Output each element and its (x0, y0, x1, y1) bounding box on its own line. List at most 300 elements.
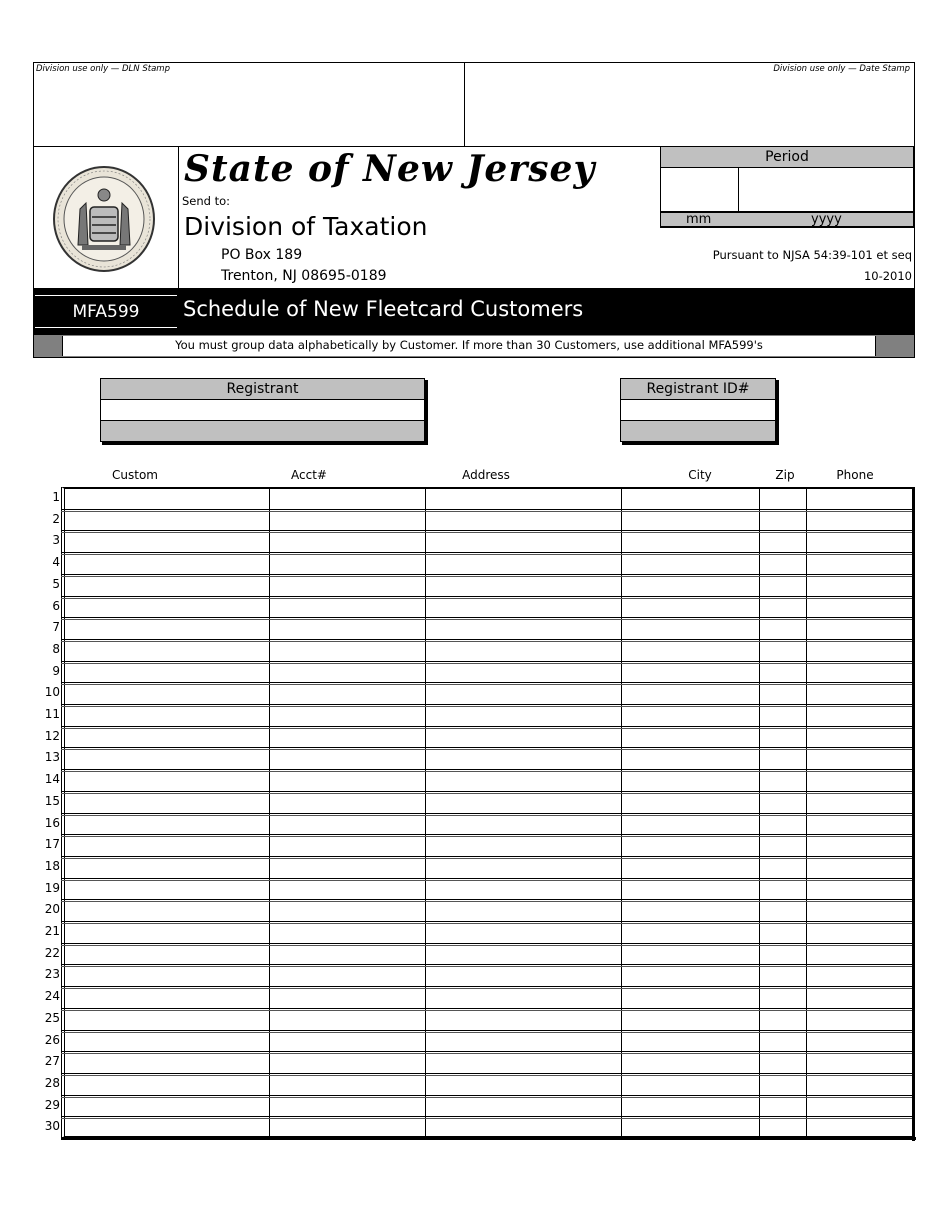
table-cell-input[interactable] (807, 835, 911, 855)
row-divider (61, 619, 914, 620)
table-cell-input[interactable] (807, 965, 911, 985)
row-number: 8 (52, 641, 60, 656)
registrant-name-input-2[interactable] (100, 421, 425, 442)
col-phone: Phone (836, 468, 874, 482)
table-cell-input[interactable] (760, 640, 805, 660)
table-cell-input[interactable] (760, 510, 805, 530)
table-cell-input[interactable] (426, 857, 620, 877)
table-cell-input[interactable] (760, 531, 805, 551)
table-cell-input[interactable] (270, 683, 424, 703)
registrant-id-shadow (776, 380, 779, 445)
table-cell-input[interactable] (807, 510, 911, 530)
row-number: 5 (52, 576, 60, 591)
period-divider (738, 168, 739, 212)
table-cell-input[interactable] (622, 531, 758, 551)
table-cell-input[interactable] (807, 814, 911, 834)
table-cell-input[interactable] (760, 575, 805, 595)
table-cell-input[interactable] (622, 705, 758, 725)
row-divider (61, 684, 914, 685)
stamp-area (33, 62, 915, 147)
table-cell-input[interactable] (65, 944, 268, 964)
table-cell-input[interactable] (760, 727, 805, 747)
table-cell-input[interactable] (760, 987, 805, 1007)
row-divider (61, 943, 914, 944)
table-cell-input[interactable] (426, 814, 620, 834)
table-cell-input[interactable] (807, 900, 911, 920)
table-cell-input[interactable] (807, 488, 911, 508)
table-cell-input[interactable] (807, 1096, 911, 1116)
table-cell-input[interactable] (65, 640, 268, 660)
table-cell-input[interactable] (270, 900, 424, 920)
table-cell-input[interactable] (760, 900, 805, 920)
table-cell-input[interactable] (270, 835, 424, 855)
period-year-input[interactable] (739, 169, 913, 212)
row-divider (61, 899, 914, 900)
table-cell-input[interactable] (270, 770, 424, 790)
table-cell-input[interactable] (622, 662, 758, 682)
table-cell-input[interactable] (760, 662, 805, 682)
row-number: 22 (44, 945, 60, 960)
period-label: Period (660, 146, 914, 168)
table-cell-input[interactable] (807, 944, 911, 964)
registrant-id-shadow-bottom (622, 442, 779, 445)
table-cell-input[interactable] (807, 1117, 911, 1137)
row-divider (61, 1095, 914, 1096)
row-divider (61, 1073, 914, 1074)
row-number: 17 (44, 837, 60, 852)
row-divider (61, 880, 914, 881)
table-cell-input[interactable] (760, 683, 805, 703)
table-cell-input[interactable] (807, 857, 911, 877)
table-cell-input[interactable] (270, 965, 424, 985)
table-cell-input[interactable] (622, 575, 758, 595)
table-cell-input[interactable] (65, 792, 268, 812)
table-cell-input[interactable] (426, 1096, 620, 1116)
table-cell-input[interactable] (622, 944, 758, 964)
table-cell-input[interactable] (65, 618, 268, 638)
registrant-label: Registrant (100, 378, 425, 400)
table-cell-input[interactable] (426, 553, 620, 573)
row-number: 13 (44, 750, 60, 765)
table-cell-input[interactable] (807, 597, 911, 617)
row-divider (61, 1032, 914, 1033)
row-divider (61, 596, 914, 597)
row-divider (61, 945, 914, 946)
table-cell-input[interactable] (426, 575, 620, 595)
schedule-title: Schedule of New Fleetcard Customers (183, 297, 584, 321)
table-cell-input[interactable] (807, 553, 911, 573)
table-cell-input[interactable] (270, 1096, 424, 1116)
table-cell-input[interactable] (426, 770, 620, 790)
row-number: 25 (44, 1010, 60, 1025)
table-cell-input[interactable] (760, 814, 805, 834)
table-cell-input[interactable] (270, 705, 424, 725)
row-divider (61, 858, 914, 859)
table-cell-input[interactable] (270, 510, 424, 530)
table-cell-input[interactable] (622, 1117, 758, 1137)
table-cell-input[interactable] (426, 1117, 620, 1137)
table-cell-input[interactable] (807, 531, 911, 551)
table-cell-input[interactable] (426, 727, 620, 747)
table-shadow (912, 487, 915, 1141)
table-cell-input[interactable] (426, 965, 620, 985)
table-cell-input[interactable] (807, 987, 911, 1007)
table-cell-input[interactable] (622, 965, 758, 985)
table-cell-input[interactable] (622, 814, 758, 834)
table-cell-input[interactable] (270, 879, 424, 899)
table-cell-input[interactable] (807, 792, 911, 812)
table-cell-input[interactable] (65, 553, 268, 573)
row-divider (61, 1008, 914, 1009)
table-cell-input[interactable] (760, 922, 805, 942)
table-cell-input[interactable] (270, 488, 424, 508)
table-cell-input[interactable] (65, 705, 268, 725)
table-cell-input[interactable] (622, 922, 758, 942)
row-divider (61, 1010, 914, 1011)
row-divider (61, 747, 914, 748)
table-cell-input[interactable] (760, 792, 805, 812)
row-number: 11 (44, 707, 60, 721)
row-divider (61, 726, 914, 727)
row-number: 24 (44, 989, 60, 1004)
row-divider (61, 706, 914, 707)
row-divider (61, 769, 914, 770)
row-divider (61, 749, 914, 750)
table-cell-input[interactable] (622, 835, 758, 855)
row-number: 27 (44, 1054, 60, 1069)
table-cell-input[interactable] (807, 705, 911, 725)
table-cell-input[interactable] (426, 597, 620, 617)
table-cell-input[interactable] (270, 640, 424, 660)
table-cell-input[interactable] (622, 640, 758, 660)
state-seal-icon (52, 165, 156, 273)
table-cell-input[interactable] (65, 1074, 268, 1094)
table-shadow-bottom (61, 1137, 916, 1140)
row-divider (61, 511, 914, 512)
table-cell-input[interactable] (65, 1009, 268, 1029)
row-divider (61, 530, 914, 531)
table-cell-input[interactable] (426, 531, 620, 551)
row-number: 30 (44, 1119, 60, 1134)
row-divider (61, 901, 914, 902)
table-cell-input[interactable] (426, 748, 620, 768)
table-cell-input[interactable] (65, 900, 268, 920)
table-cell-input[interactable] (760, 1117, 805, 1137)
row-divider (61, 1051, 914, 1052)
table-cell-input[interactable] (426, 488, 620, 508)
table-cell-input[interactable] (807, 922, 911, 942)
table-cell-input[interactable] (65, 857, 268, 877)
row-divider (61, 791, 914, 792)
row-divider (61, 856, 914, 857)
table-cell-input[interactable] (65, 488, 268, 508)
table-cell-input[interactable] (65, 1031, 268, 1051)
table-cell-input[interactable] (622, 1031, 758, 1051)
table-cell-input[interactable] (760, 857, 805, 877)
table-cell-input[interactable] (65, 922, 268, 942)
table-cell-input[interactable] (426, 922, 620, 942)
table-cell-input[interactable] (807, 683, 911, 703)
stamp-divider (464, 62, 465, 147)
table-cell-input[interactable] (807, 727, 911, 747)
col-acct: Acct# (291, 468, 327, 482)
table-cell-input[interactable] (760, 1074, 805, 1094)
table-cell-input[interactable] (65, 770, 268, 790)
table-cell-input[interactable] (760, 1031, 805, 1051)
table-cell-input[interactable] (622, 900, 758, 920)
period-mm-label: mm (686, 212, 712, 227)
row-divider (61, 532, 914, 533)
table-cell-input[interactable] (622, 987, 758, 1007)
row-divider (61, 1053, 914, 1054)
table-cell-input[interactable] (622, 1009, 758, 1029)
table-cell-input[interactable] (807, 879, 911, 899)
row-number: 12 (44, 728, 60, 743)
table-cell-input[interactable] (622, 597, 758, 617)
row-number: 29 (44, 1097, 60, 1112)
table-cell-input[interactable] (760, 944, 805, 964)
state-title: State of New Jersey (184, 148, 596, 190)
row-divider (61, 813, 914, 814)
table-cell-input[interactable] (622, 618, 758, 638)
table-cell-input[interactable] (807, 662, 911, 682)
table-cell-input[interactable] (65, 597, 268, 617)
row-number: 20 (44, 902, 60, 917)
table-cell-input[interactable] (65, 835, 268, 855)
table-cell-input[interactable] (622, 553, 758, 573)
table-cell-input[interactable] (426, 662, 620, 682)
table-cell-input[interactable] (760, 488, 805, 508)
row-divider (61, 878, 914, 879)
row-divider (61, 552, 914, 553)
table-cell-input[interactable] (426, 510, 620, 530)
table-cell-input[interactable] (622, 1074, 758, 1094)
table-cell-input[interactable] (760, 1096, 805, 1116)
registrant-name-input[interactable] (100, 400, 425, 421)
table-cell-input[interactable] (760, 705, 805, 725)
table-cell-input[interactable] (622, 748, 758, 768)
table-cell-input[interactable] (622, 488, 758, 508)
row-number: 7 (52, 620, 60, 635)
table-cell-input[interactable] (760, 1009, 805, 1029)
row-divider (61, 1097, 914, 1098)
table-cell-input[interactable] (622, 1096, 758, 1116)
table-cell-input[interactable] (65, 727, 268, 747)
table-cell-input[interactable] (65, 575, 268, 595)
row-divider (61, 554, 914, 555)
table-cell-input[interactable] (270, 531, 424, 551)
table-cell-input[interactable] (65, 662, 268, 682)
table-cell-input[interactable] (270, 1052, 424, 1072)
registrant-shadow-bottom (102, 442, 428, 445)
table-cell-input[interactable] (270, 748, 424, 768)
table-cell-input[interactable] (622, 770, 758, 790)
table-cell-input[interactable] (807, 618, 911, 638)
table-cell-input[interactable] (270, 792, 424, 812)
table-cell-input[interactable] (426, 1052, 620, 1072)
table-cell-input[interactable] (270, 987, 424, 1007)
row-divider (61, 834, 914, 835)
row-divider (61, 641, 914, 642)
row-number: 6 (52, 598, 60, 613)
table-cell-input[interactable] (270, 618, 424, 638)
table-cell-input[interactable] (65, 531, 268, 551)
row-divider (61, 964, 914, 965)
table-cell-input[interactable] (426, 705, 620, 725)
revision-date: 10-2010 (863, 269, 912, 283)
table-cell-input[interactable] (270, 944, 424, 964)
row-divider (61, 1075, 914, 1076)
row-divider (61, 793, 914, 794)
row-number: 23 (44, 967, 60, 982)
table-cell-input[interactable] (426, 1031, 620, 1051)
registrant-id-input[interactable] (620, 400, 776, 421)
row-number: 21 (44, 924, 60, 938)
table-cell-input[interactable] (807, 770, 911, 790)
registrant-shadow (425, 380, 428, 445)
table-cell-input[interactable] (270, 814, 424, 834)
table-cell-input[interactable] (622, 857, 758, 877)
table-cell-input[interactable] (426, 683, 620, 703)
table-cell-input[interactable] (622, 727, 758, 747)
table-cell-input[interactable] (807, 1074, 911, 1094)
table-cell-input[interactable] (426, 835, 620, 855)
table-cell-input[interactable] (270, 727, 424, 747)
row-divider (61, 1030, 914, 1031)
row-divider (61, 921, 914, 922)
send-to-label: Send to: (182, 194, 231, 208)
address-line1: PO Box 189 (221, 247, 303, 263)
col-address: Address (462, 468, 510, 482)
table-cell-input[interactable] (65, 510, 268, 530)
table-cell-input[interactable] (270, 922, 424, 942)
row-divider (61, 836, 914, 837)
row-divider (61, 966, 914, 967)
row-number: 10 (44, 685, 60, 700)
period-yyyy-label: yyyy (811, 212, 842, 227)
row-divider (61, 728, 914, 729)
col-customer: Custom (112, 468, 158, 482)
table-cell-input[interactable] (65, 879, 268, 899)
form-code: MFA599 (35, 295, 177, 328)
row-number: 9 (52, 663, 60, 678)
table-cell-input[interactable] (270, 597, 424, 617)
address-line2: Trenton, NJ 08695-0189 (221, 268, 387, 284)
table-cell-input[interactable] (622, 1052, 758, 1072)
row-divider (61, 617, 914, 618)
row-divider (61, 1116, 914, 1117)
row-number: 15 (44, 793, 60, 808)
table-cell-input[interactable] (760, 553, 805, 573)
registrant-id-label: Registrant ID# (620, 378, 776, 400)
table-cell-input[interactable] (270, 1031, 424, 1051)
table-cell-input[interactable] (65, 748, 268, 768)
table-cell-input[interactable] (426, 640, 620, 660)
row-divider (61, 576, 914, 577)
table-cell-input[interactable] (270, 1117, 424, 1137)
dln-stamp-label: Division use only — DLN Stamp (36, 64, 170, 74)
table-cell-input[interactable] (760, 770, 805, 790)
table-cell-input[interactable] (270, 575, 424, 595)
table-cell-input[interactable] (622, 510, 758, 530)
table-cell-input[interactable] (807, 1031, 911, 1051)
row-divider (61, 682, 914, 683)
table-cell-input[interactable] (426, 792, 620, 812)
table-cell-input[interactable] (807, 748, 911, 768)
table-cell-input[interactable] (807, 575, 911, 595)
row-number: 28 (44, 1075, 60, 1090)
row-divider (61, 771, 914, 772)
table-cell-input[interactable] (65, 965, 268, 985)
row-divider (61, 986, 914, 987)
statute-reference: Pursuant to NJSA 54:39-101 et seq (712, 248, 912, 262)
table-cell-input[interactable] (270, 662, 424, 682)
table-cell-input[interactable] (426, 987, 620, 1007)
table-cell-input[interactable] (760, 879, 805, 899)
registrant-id-input-2[interactable] (620, 421, 776, 442)
table-cell-input[interactable] (760, 965, 805, 985)
table-cell-input[interactable] (65, 987, 268, 1007)
col-city: City (688, 468, 712, 482)
table-cell-input[interactable] (65, 1096, 268, 1116)
table-cell-input[interactable] (622, 879, 758, 899)
table-cell-input[interactable] (426, 1074, 620, 1094)
table-cell-input[interactable] (622, 792, 758, 812)
row-number: 3 (52, 533, 60, 548)
row-divider (61, 815, 914, 816)
row-divider (61, 1118, 914, 1119)
col-zip: Zip (775, 468, 795, 482)
table-cell-input[interactable] (65, 683, 268, 703)
table-cell-input[interactable] (807, 640, 911, 660)
row-divider (61, 574, 914, 575)
table-cell-input[interactable] (426, 900, 620, 920)
table-cell-input[interactable] (426, 618, 620, 638)
table-cell-input[interactable] (65, 814, 268, 834)
table-cell-input[interactable] (622, 683, 758, 703)
table-cell-input[interactable] (760, 618, 805, 638)
table-cell-input[interactable] (760, 748, 805, 768)
table-cell-input[interactable] (807, 1052, 911, 1072)
row-number: 1 (52, 490, 60, 504)
row-divider (61, 988, 914, 989)
row-number: 19 (44, 880, 60, 895)
table-cell-input[interactable] (760, 597, 805, 617)
table-cell-input[interactable] (426, 944, 620, 964)
row-divider (61, 661, 914, 662)
table-cell-input[interactable] (760, 1052, 805, 1072)
row-divider (61, 663, 914, 664)
table-cell-input[interactable] (270, 1074, 424, 1094)
row-divider (61, 509, 914, 510)
table-cell-input[interactable] (426, 879, 620, 899)
period-month-input[interactable] (661, 169, 738, 212)
table-cell-input[interactable] (270, 553, 424, 573)
table-cell-input[interactable] (807, 1009, 911, 1029)
row-divider (61, 598, 914, 599)
table-cell-input[interactable] (760, 835, 805, 855)
table-cell-input[interactable] (270, 1009, 424, 1029)
row-divider (61, 923, 914, 924)
table-cell-input[interactable] (65, 1052, 268, 1072)
row-number: 2 (52, 511, 60, 526)
row-number: 14 (44, 772, 60, 787)
table-cell-input[interactable] (65, 1117, 268, 1137)
grouping-notice: You must group data alphabetically by Customer. If more than 30 Customers, use additional MFA599's (62, 336, 876, 356)
table-cell-input[interactable] (270, 857, 424, 877)
table-cell-input[interactable] (426, 1009, 620, 1029)
division-name: Division of Taxation (184, 212, 428, 241)
